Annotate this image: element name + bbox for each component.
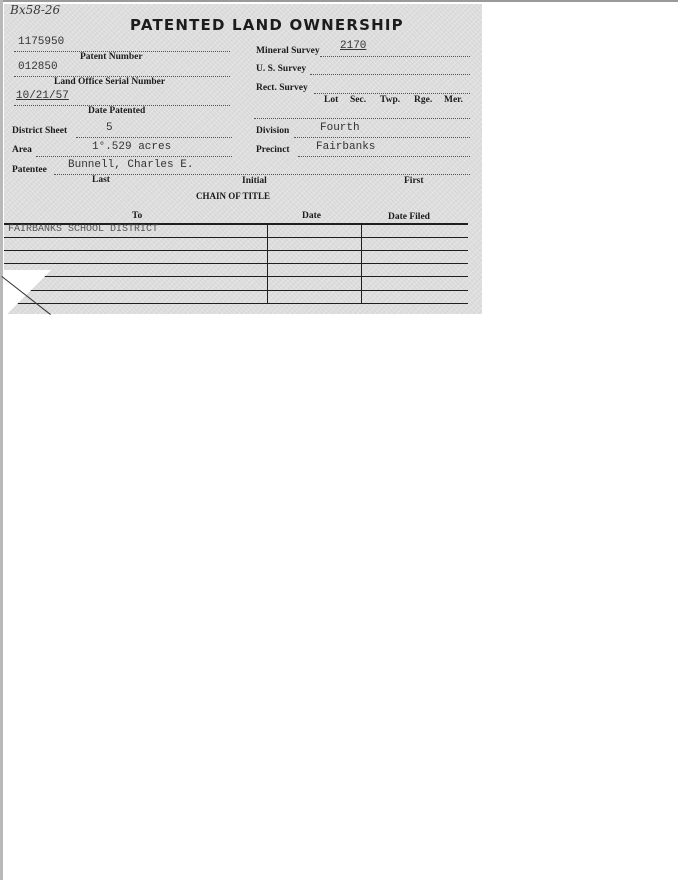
rect-col-mer: Mer. xyxy=(444,95,463,105)
precinct-value: Fairbanks xyxy=(316,141,376,153)
corner-note: Bx58-26 xyxy=(10,4,61,17)
name-part-initial: Initial xyxy=(242,176,267,186)
patentee-value: Bunnell, Charles E. xyxy=(68,159,194,171)
district-sheet-label: District Sheet xyxy=(12,126,68,136)
card-folded-corner xyxy=(4,270,54,314)
name-part-first: First xyxy=(404,176,424,186)
page-top-edge xyxy=(0,0,678,2)
mineral-survey-line xyxy=(320,56,470,57)
patentee-label: Patentee xyxy=(12,165,47,175)
mineral-survey-value: 2170 xyxy=(340,40,367,52)
table-row-to: FAIRBANKS SCHOOL DISTRICT xyxy=(8,224,159,235)
patentee-line xyxy=(54,174,470,175)
division-line xyxy=(294,137,470,138)
us-survey-line xyxy=(310,74,470,75)
precinct-line xyxy=(298,156,470,157)
area-line xyxy=(36,156,232,157)
table-header-date-filed: Date Filed xyxy=(388,212,430,222)
chain-of-title-heading: CHAIN OF TITLE xyxy=(196,191,271,201)
serial-number-value: 012850 xyxy=(18,61,58,73)
serial-number-label: Land Office Serial Number xyxy=(54,77,166,87)
date-patented-value: 10/21/57 xyxy=(16,90,69,102)
rect-survey-label: Rect. Survey xyxy=(256,83,308,93)
date-patented-label: Date Patented xyxy=(88,106,146,116)
rect-col-rge: Rge. xyxy=(414,95,433,105)
land-ownership-card xyxy=(4,4,482,314)
us-survey-label: U. S. Survey xyxy=(256,64,307,74)
district-sheet-value: 5 xyxy=(106,122,113,134)
mineral-survey-label: Mineral Survey xyxy=(256,46,320,56)
name-part-last: Last xyxy=(92,175,110,185)
area-label: Area xyxy=(12,145,32,155)
table-row-rule xyxy=(4,263,468,264)
table-row-rule xyxy=(4,303,468,304)
table-row-rule xyxy=(4,237,468,238)
table-row-rule xyxy=(4,250,468,251)
table-row-rule xyxy=(4,276,468,277)
table-row-rule xyxy=(4,290,468,291)
page-left-edge xyxy=(0,0,3,880)
table-col-divider xyxy=(267,223,268,304)
precinct-label: Precinct xyxy=(256,145,290,155)
division-value: Fourth xyxy=(320,122,360,134)
card-title: PATENTED LAND OWNERSHIP xyxy=(130,16,404,34)
district-sheet-line xyxy=(76,137,232,138)
area-value: 1°.529 acres xyxy=(92,141,172,153)
table-col-divider xyxy=(361,223,362,304)
rect-detail-line xyxy=(254,118,470,119)
rect-survey-line xyxy=(314,93,470,94)
rect-col-twp: Twp. xyxy=(380,95,401,105)
patent-number-label: Patent Number xyxy=(80,52,143,62)
rect-col-sec: Sec. xyxy=(350,95,367,105)
division-label: Division xyxy=(256,126,290,136)
table-header-to: To xyxy=(132,211,143,221)
table-header-date: Date xyxy=(302,211,321,221)
rect-col-lot: Lot xyxy=(324,95,339,105)
patent-number-value: 1175950 xyxy=(18,36,65,48)
